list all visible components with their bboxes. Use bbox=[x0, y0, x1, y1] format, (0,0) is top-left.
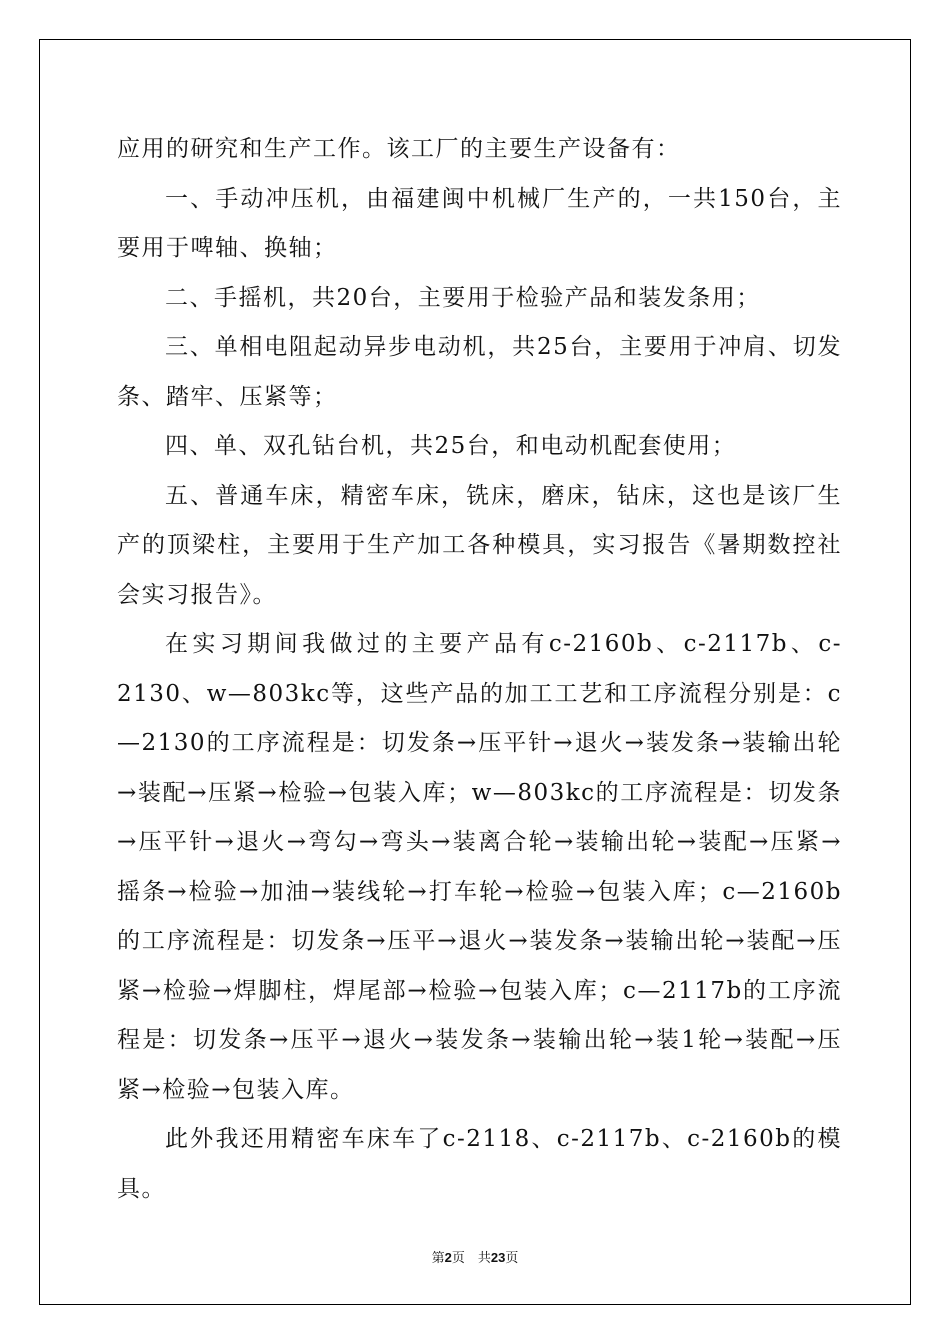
footer-total-pages: 23 bbox=[490, 1250, 506, 1265]
paragraph-molds: 此外我还用精密车床车了c-2118、c-2117b、c-2160b的模具。 bbox=[117, 1126, 842, 1202]
footer-prefix: 第 bbox=[431, 1251, 445, 1266]
page-footer bbox=[0, 1247, 950, 1266]
paragraph-equipment-3: 三、单相电阻起动异步电动机，共25台，主要用于冲肩、切发条、踏牢、压紧等； bbox=[117, 334, 842, 410]
document-body bbox=[117, 125, 842, 1214]
paragraph-equipment-2: 二、手摇机，共20台，主要用于检验产品和装发条用； bbox=[165, 284, 761, 311]
paragraph-equipment-1: 一、手动冲压机，由福建闽中机械厂生产的，一共150台，主要用于啤轴、换轴； bbox=[117, 185, 842, 261]
footer-suffix: 页 bbox=[505, 1251, 519, 1266]
paragraph-intro: 应用的研究和生产工作。该工厂的主要生产设备有： bbox=[117, 136, 681, 162]
footer-page-number: 2 bbox=[444, 1250, 452, 1265]
paragraph-process-flows: 在实习期间我做过的主要产品有c-2160b、c-2117b、c-2130、w—803kc等，这些产品的加工工艺和工序流程分别是：c—2130的工序流程是：切发条→压平针→退火→装发条→装输出轮→装配→压紧→检验→包装入库；w—803kc的工序流程是：切发条→压平针→退火→弯勾→弯头→装离合轮→装输出轮→装配→压紧→摇条→检验→加油→装线轮→打车轮→检验→包装入库；c—2160b的工序流程是：切发条→压平→退火→装发条→装输出轮→装配→压紧→检验→焊脚柱，焊尾部→检验→包装入库；c—2117b的工序流程是：切发条→压平→退火→装发条→装输出轮→装1轮→装配→压紧→检验→包装入库。 bbox=[117, 631, 842, 1103]
footer-middle: 页 共 bbox=[451, 1251, 491, 1266]
paragraph-equipment-4: 四、单、双孔钻台机，共25台，和电动机配套使用； bbox=[165, 433, 737, 459]
paragraph-equipment-5: 五、普通车床，精密车床，铣床，磨床，钻床，这也是该厂生产的顶梁柱，主要用于生产加工各种模具，实习报告《暑期数控社会实习报告》。 bbox=[117, 482, 842, 608]
